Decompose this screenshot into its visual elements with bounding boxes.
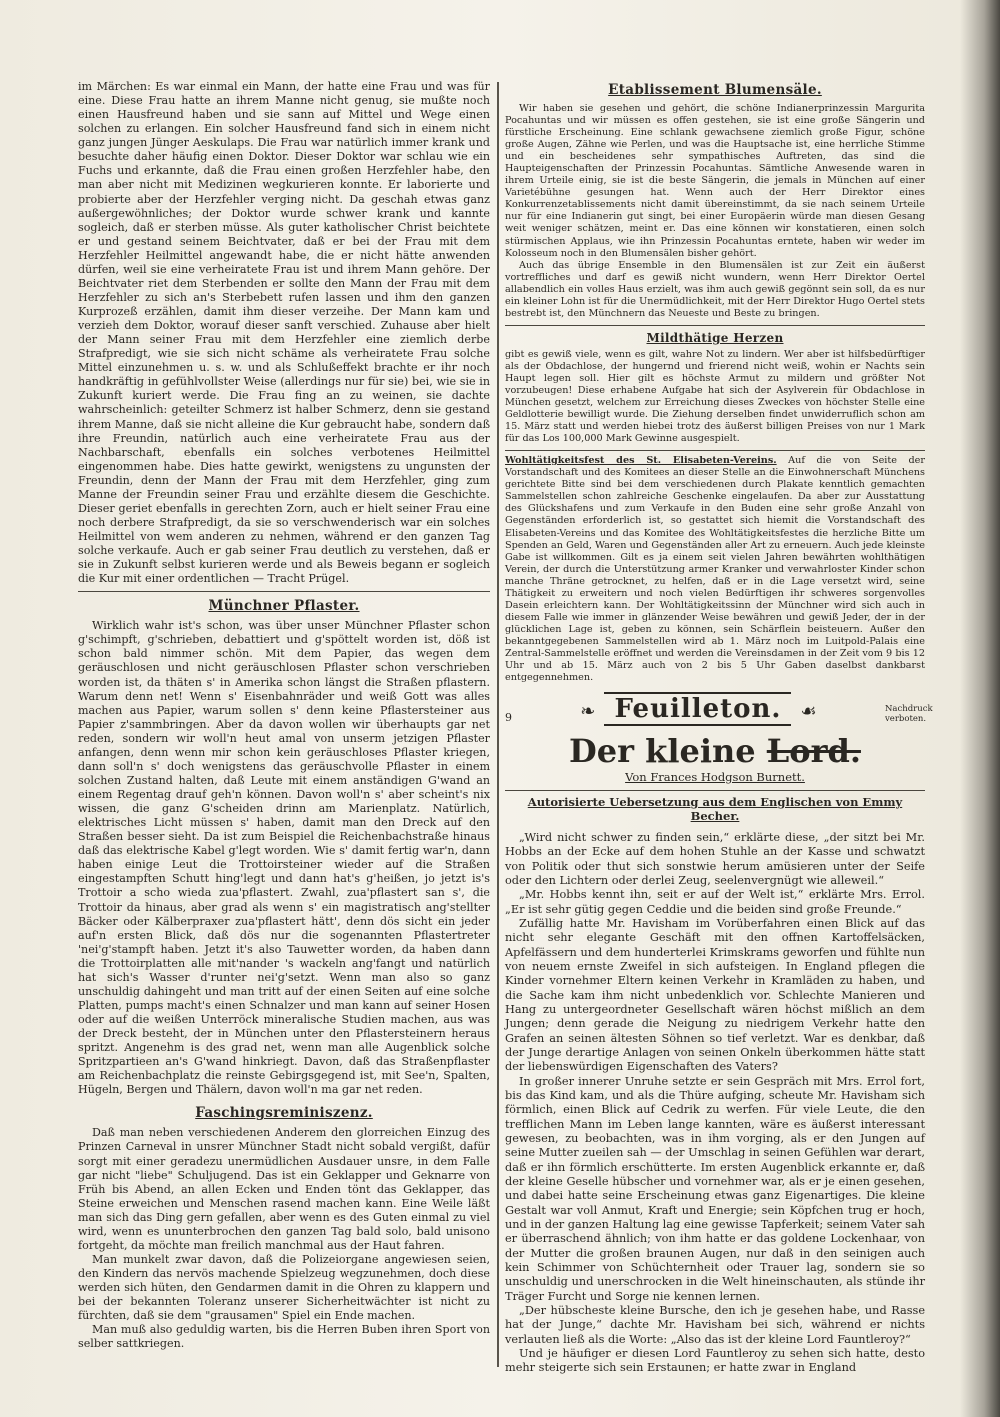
article-paragraph: Wir haben sie gesehen und gehört, die schöne Indianerprinzessin Margurita Pocahuntas und wir müssen es offen gestehen, sie ist eine große Sängerin und fürstliche Erscheinung. Eine schlank gewachsene ziemlich große Figur, schöne große Augen, Zähne wie Perlen, und was die Hauptsache ist, eine herrliche Stimme und ein bescheidenes sehr sympathisches Auftreten, das sind die Haupteigenschaften der Prinzessin Pocahuntas. Sämtliche Anwesende waren in ihrem Urteile einig, sie ist die beste Sängerin, die jemals in München auf einer Varietébühne gesungen hat. Wenn auch der Herr Direktor eines Konkurrenzetablissements nicht damit übereinstimmt, da sie nach seinem Urteile nur für eine Indianerin gut singt, bei einer Europäerin würde man diesen Gesang weit weniger schätzen, meint er. Das eine können wir konstatieren, einen solch stürmischen Applaus, wie ihn Prinzessin Pocahuntas erntete, haben wir weder im Kolosseum noch in den Blumensälen bisher gehört. — [505, 103, 925, 259]
section-heading-blumensaele: Etablissement Blumensäle. — [608, 82, 822, 98]
divider — [505, 325, 925, 326]
article-paragraph: Wirklich wahr ist's schon, was über unser Münchner Pflaster schon g'schimpft, g'schrieben, debattiert und g'spöttelt worden ist, döß ist schon bald nimmer schön. Mit dem Papier, das wegen dem geräuschlosen und nicht geräuschlosen Pflaster schon verschrieben worden ist, da thäten s' in Amerika schon längst die Straßen pflastern. Warum denn net! Wenn s' Eisenbahnräder und weiß Gott was alles machen aus Papier, warum sollen s' denn keine Pflastersteiner aus Papier z'sammbringen. Aber da davon wollen wir überhaupts gar net reden, sondern wir woll'n heut amal von unserm jetzigen Pflaster anfangen, denn wenn mir schon kein geräuschloses Pflaster kriegen, dann soll'n s' doch wenigstens das geräuschvolle Pflaster in einem solchen Zustand halten, daß Leute mit einem anständigen G'wand an einem Regentag drauf geh'n können. Davon woll'n s' aber scheint's nix wissen, die ganz G'scheiden drinn am Marienplatz. Natürlich, elektrisches Licht müssen s' haben, damit man den Dreck auf den Straßen besser sieht. Da ist zum Beispiel die Reichenbachstraße hinaus daß das elektrische Kabel g'legt worden. Wie s' damit fertig war'n, dann haben einige Leut die Trottoirsteiner wieder auf die Straßen eingestampften Schutt hing'legt und dann hat's g'heißen, jo jetzt is's Trottoir a scho wieda zua'pflastert. Zwahl, zua'pflastert san s', die Trottoir da hinaus, aber grad als wenn s' ein magistratisch ang'stellter Bäcker oder Kälberpraxer zua'pflastert hätt', denn dös sicht ein jeder auf'n ersten Blick, daß dös nur die sogenannten Pflastertreter 'nei'g'stampft haben. Jetzt it's also Tauwetter worden, da haben dann die Trottoirplatten alle mit'nander 's wackeln ang'fangt und natürlich hat sich's Wasser d'runter nei'g'setzt. Wenn man also so ganz unschuldig dahingeht und man tritt auf der einen Seiten auf eine solche Platten, pumps macht's einen Schnalzer und man kann auf seiner Hosen oder auf die weißen Unterröck mineralische Studien machen, aus was der Dreck besteht, der in München unter den Pflastersteinern heraus spritzt. Angenehm is des grad net, wenn man alle Augenblick solche Spritzpartieen an's G'wand hinkriegt. Davon, daß das Straßenpflaster am Reichenbachplatz die reinste Gebirgsgegend ist, mit See'n, Spalten, Hügeln, Bergen und Thälern, davon woll'n ma gar net reden. — [78, 619, 490, 1097]
story-paragraph: „Mr. Hobbs kennt ihn, seit er auf der Welt ist,“ erklärte Mrs. Errol. „Er ist sehr gütig gegen Ceddie und die beiden sind große Freunde.“ — [505, 888, 925, 916]
feuilleton-number: 9 — [505, 711, 512, 725]
story-title-struck: Lord. — [766, 732, 861, 771]
section-heading-mildthaetige: Mildthätige Herzen — [646, 330, 784, 345]
feuilleton-title-wrap — [576, 694, 820, 724]
story-title-main: Der kleine — [569, 732, 756, 771]
article-paragraph: Man munkelt zwar davon, daß die Polizeiorgane angewiesen seien, den Kindern das nervös machende Spielzeug wegzunehmen, doch diese werden sich hüten, den Gendarmen damit in die Ohren zu klappern und bei der bekannten Toleranz unserer Sicherheitwächter ist nicht zu fürchten, daß sie dem "grausamen" Spiel ein Ende machen. — [78, 1252, 490, 1323]
article-paragraph: Auch das übrige Ensemble in den Blumensälen ist zur Zeit ein äußerst vortreffliches und darf es gewiß nicht wundern, wenn Herr Direktor Oertel allabendlich ein volles Haus erzielt, was ihm auch gewiß gegönnt sein soll, da es nur ein kleiner Lohn ist für die Unermüdlichkeit, mit der Herr Direktor Hugo Oertel stets bestrebt ist, den Münchnern das Neueste und Beste zu bringen. — [505, 259, 925, 319]
translator-note: Autorisierte Uebersetzung aus dem Englischen von Emmy Becher. — [527, 795, 903, 824]
right-column — [505, 80, 933, 1376]
article-paragraph: gibt es gewiß viele, wenn es gilt, wahre Not zu lindern. Wer aber ist hilfsbedürftiger als der Obdachlose, der hungernd und frierend nicht weiß, wohin er Nachts sein Haupt legen soll. Hier gilt es höchste Armut zu mildern und größter Not vorzubeugen! Diese erhabene Aufgabe hat sich der Asylverein für Obdachlose in München gesetzt, welchem zur Erreichung dieses Zweckes von höchster Stelle eine Geldlotterie bewilligt wurde. Die Ziehung derselben findet unwiderruflich schon am 15. März statt und werden hiebei trotz des äußerst billigen Preises von nur 1 Mark für das Los 100,000 Mark Gewinne ausgespielt. — [505, 348, 925, 445]
feuilleton-title: Feuilleton. — [604, 692, 791, 726]
column-rule — [497, 82, 499, 1367]
story-paragraph: Zufällig hatte Mr. Havisham im Vorüberfahren einen Blick auf das nicht sehr elegante Geschäft mit den offnen Kartoffelsäcken, Apfelfässern und dem hunderterlei Krimskrams geworfen und fühlte nun von neuem ernste Zweifel in sich aufsteigen. In England pflegen die Kinder vornehmer Eltern keinen Verkehr in Kramläden zu haben, und die Sache kam ihm nicht unbedenklich vor. Schlechte Manieren und Hang zu untergeordneter Gesellschaft wären höchst mißlich an dem Jungen; denn gerade die Neigung zu niedrigem Verkehr hatte den Grafen an seinen ältesten Söhnen so tief verletzt. War es denkbar, daß der Junge derartige Anlagen von seinen Onkeln überkommen hätte statt der liebenswürdigen Eigenschaften des Vaters? — [505, 917, 925, 1074]
article-paragraph: Man muß also geduldig warten, bis die Herren Buben ihren Sport von selber sattkriegen. — [78, 1323, 490, 1351]
ornament-icon: ❧ — [580, 701, 596, 723]
left-column — [78, 80, 490, 1351]
story-paragraph: „Der hübscheste kleine Bursche, den ich je gesehen habe, und Rasse hat der Junge,“ dachte Mr. Havisham bei sich, während er nichts verlauten ließ als die Worte: „Also das ist der kleine Lord Fauntleroy?“ — [505, 1303, 925, 1346]
article-paragraph: Daß man neben verschiedenen Anderem den glorreichen Einzug des Prinzen Carneval in unsrer Münchner Stadt nicht sobald vergißt, dafür sorgt mit einer geradezu unermüdlichen Ausdauer unsre, in dem Falle gar nicht "liebe" Schuljugend. Das ist ein Geklapper und Geknarre von Früh bis Abend, an allen Ecken und Enden tönt das Geklapper, das Steine erweichen und Menschen rasend machen kann. Eine Weile läßt man sich das Ding gern gefallen, aber wenn es des Guten einmal zu viel wird, wenn es ununterbrochen den ganzen Tag bald solo, bald unisono fortgeht, da möchte man freilich manchmal aus der Haut fahren. — [78, 1126, 490, 1252]
story-paragraph: Und je häufiger er diesen Lord Fauntleroy zu sehen sich hatte, desto mehr steigerte sich sein Erstaunen; er hatte zwar in England — [505, 1346, 925, 1375]
story-title — [505, 732, 925, 770]
inline-heading-elisabeten: Wohltätigkeitsfest des St. Elisabeten-Vereins. — [505, 455, 777, 467]
section-heading-pflaster: Münchner Pflaster. — [208, 598, 360, 615]
ornament-icon: ☙ — [800, 701, 817, 723]
story-paragraph: „Wird nicht schwer zu finden sein,“ erklärte diese, „der sitzt bei Mr. Hobbs an der Ecke auf dem hohen Stuhle an der Kasse und schwatzt von Politik oder thut sich sonstwie herum amüsieren unter der Seife oder den Lichtern oder derlei Zeug, seelenvergnügt wie alleweil.“ — [505, 831, 925, 888]
feuilleton-bar — [505, 688, 933, 725]
byline: Von Frances Hodgson Burnett. — [625, 770, 805, 785]
divider — [505, 790, 925, 791]
reprint-note: Nachdruck verboten. — [884, 704, 933, 725]
divider — [505, 450, 925, 451]
divider — [78, 591, 490, 592]
story-paragraph: In großer innerer Unruhe setzte er sein Gespräch mit Mrs. Errol fort, bis das Kind kam, und als die Thüre aufging, scheute Mr. Havisham sich förmlich, einen Blick auf Cedrik zu werfen. Für viele Leute, die den trefflichen Mann im Leben lange kannten, wäre es äußerst interessant gewesen, zu beobachten, was in ihm vorging, als er den Jungen auf seine Mutter zueilen sah — der Umschlag in seinen Gefühlen war derart, daß er ihn förmlich erschütterte. Im ersten Augenblick erkannte er, daß der kleine Geselle hübscher und vornehmer war, als er je einen gesehen, und dabei hatte seine Erscheinung etwas ganz Eigenartiges. Die kleine Gestalt war voll Anmut, Kraft und Energie; sein Köpfchen trug er hoch, und in der ganzen Haltung lag eine gewisse Tapferkeit; seinem Vater sah er überraschend ähnlich; von ihm hatte er das goldene Lockenhaar, von der Mutter die großen braunen Augen, nur daß in den seinigen auch kein Schimmer von Schüchternheit oder Trauer lag, sondern sie so unschuldig und unerschrocken in die Welt hineinschauten, als stünde ihr Träger Furcht und Sorge nie kennen lernen. — [505, 1074, 925, 1303]
section-heading-fasching: Faschingsreminiszenz. — [195, 1105, 373, 1122]
article-paragraph: im Märchen: Es war einmal ein Mann, der hatte eine Frau und was für eine. Diese Frau hatte an ihrem Manne nicht genug, sie mußte noch einen Hausfreund haben und sie sann auf Mittel und Wege einen solchen zu erlangen. Ein solcher Hausfreund fand sich in einem nicht ganz jungen Jünger Aeskulaps. Die Frau war natürlich immer krank und besuchte daher häufig einen Doktor. Dieser Doktor war schlau wie ein Fuchs und erkannte, daß die Frau einen großen Herzfehler habe, den man aber nicht mit Medizinen wegkurieren konnte. Er laborierte und probierte aber der Herzfehler verging nicht. Da geschah etwas ganz außergewöhnliches; der Doktor wurde schwer krank und kannte sogleich, daß er sterben müsse. Als guter katholischer Christ beichtete er und gestand seinem Beichtvater, daß er bei der Frau mit dem Herzfehler Heilmittel angewandt habe, die er nicht hätte anwenden dürfen, weil sie eine verheiratete Frau ist und ihrem Mann gehöre. Der Beichtvater riet dem Sterbenden er sollte den Mann der Frau mit dem Herzfehler zu sich an's Sterbebett rufen lassen und ihm den ganzen Kurprozeß erzählen, damit ihm dieser verzeihe. Der Mann kam und verzieh dem Doktor, worauf dieser sanft verschied. Zuhause aber hielt der Mann seiner Frau mit dem Herzfehler eine ziemlich derbe Strafpredigt, wie sie sich nicht schäme als verheiratete Frau solche Mittel einzunehmen u. s. w. und als Schlußeffekt brachte er ihr noch handkräftig in gefühlvollster Weise (allerdings nur für sie) bei, wie sie in Zukunft kuriert werde. Die Frau fing an zu weinen, sie dachte wahrscheinlich: geteilter Schmerz ist halber Schmerz, denn sie gestand ihrem Manne, daß sie nicht alleine die Kur gebraucht habe, sondern daß ihre Freundin, natürlich auch eine verheiratete Frau aus der Nachbarschaft, ebenfalls ein solches verbotenes Heilmittel eingenommen habe. Dies hatte gewirkt, wenigstens zu ungunsten der Freundin, denn der Mann der Frau mit dem Herzfehler, ging zum Manne der Freundin seiner Frau und erzählte diesem die Geschichte. Dieser geriet ebenfalls in gerechten Zorn, auch er hielt seiner Frau eine noch derbere Strafpredigt, da sie so verschwenderisch war ein solches Heilmittel von wem anderen zu nehmen, während er den ganzen Tag solche verkaufe. Auch er gab seiner Frau deutlich zu verstehen, daß er sie in Zukunft selbst kurieren werde und als Beweis begann er sogleich die Kur mit einer ordentlichen — Tracht Prügel. — [78, 80, 490, 586]
page-edge-shadow — [960, 0, 1000, 1417]
article-paragraph-elisabeten — [505, 455, 925, 684]
article-text: Auf die von Seite der Vorstandschaft und des Komitees an dieser Stelle an die Einwohnerschaft Münchens gerichtete Bitte sind bei dem verschiedenen durch Plakate kenntlich gemachten Sammelstellen schon zahlreiche Geschenke eingelaufen. Da aber zur Ausstattung des Glückshafens und zum Verkaufe in den Buden eine sehr große Anzahl von Gegenständen erforderlich ist, so gestattet sich hiemit die Vorstandschaft des Elisabeten-Vereins und das Komitee des Wohltätigkeitsfestes die herzliche Bitte um Spenden an Geld, Waren und Gegenständen aller Art zu erneuern. Auch jede kleinste Gabe ist willkommen. Gilt es ja einem seit vielen Jahren bewährten wohlthätigen Verein, der durch die Unterstützung armer Kranker und verwahrloster Kinder schon manche Thräne getrocknet, zu helfen, daß er in die Lage versetzt wird, seine Thätigkeit zu erweitern und noch vielen Bedürftigen ihr schweres sorgenvolles Dasein erleichtern kann. Der Wohltätigkeitssinn der Münchner wird sich auch in diesem Falle wie immer in glänzender Weise bewähren und gewiß Jeder, der in der glücklichen Lage ist, geben zu können, sein Schärflein beisteuern. Außer den bekanntgegebenen Sammelstellen wird ab 1. März noch im Luitpold-Palais eine Zentral-Sammelstelle eröffnet und werden die Vereinsdamen in der Zeit vom 9 bis 12 Uhr und ab 15. März auch von 2 bis 5 Uhr Gaben daselbst dankbarst entgegennehmen. — [505, 455, 925, 684]
